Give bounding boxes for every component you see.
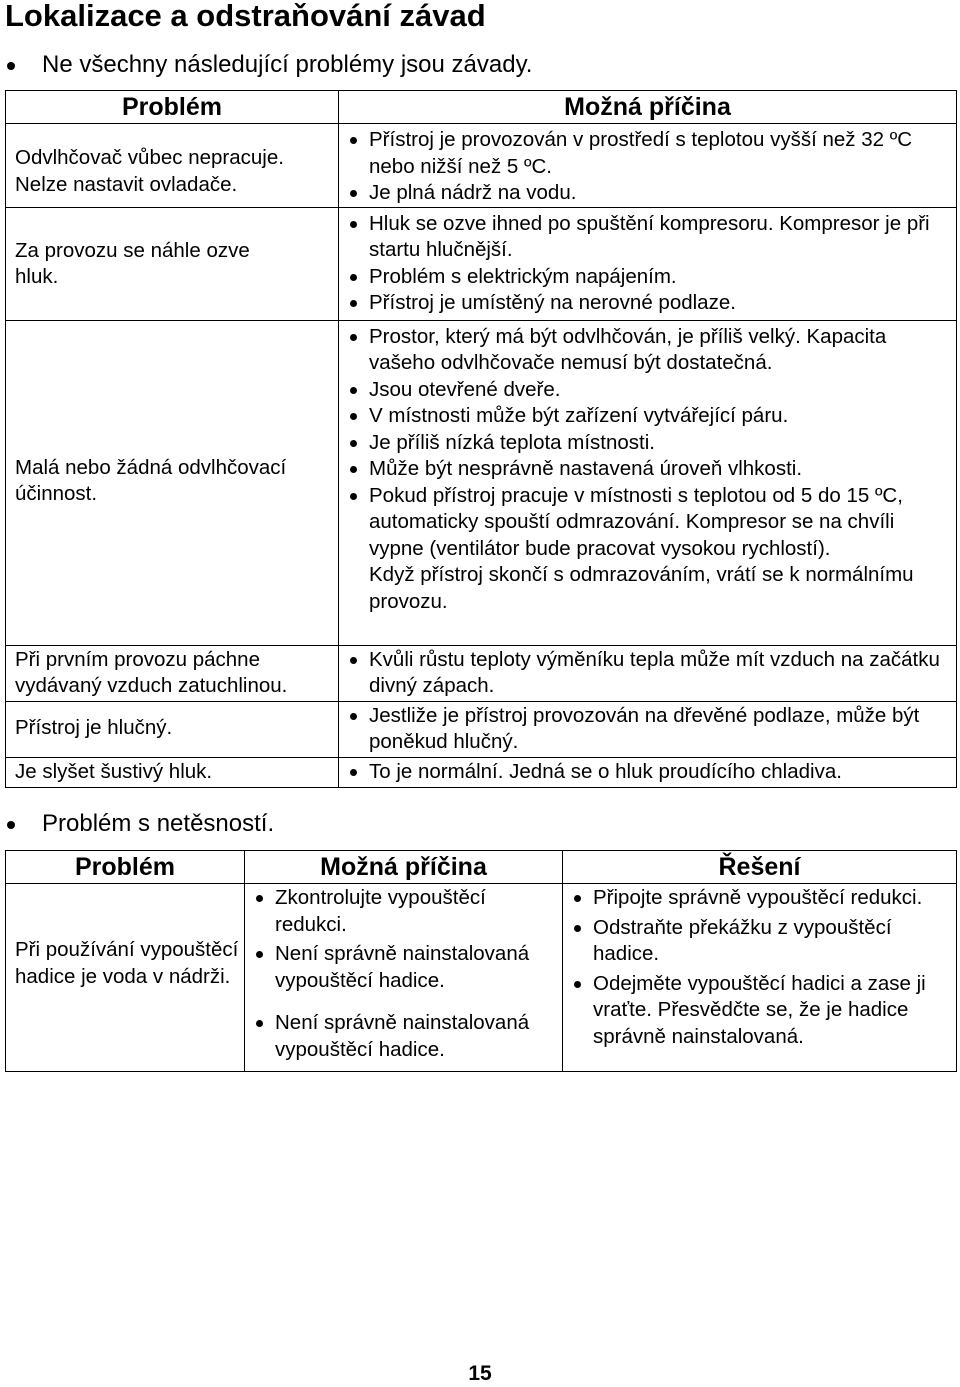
page-title: Lokalizace a odstraňování závad <box>5 0 486 33</box>
intro-bullet-text: Ne všechny následující problémy jsou závady. <box>42 51 533 78</box>
problem-text: Při prvním provozu páchne vydávaný vzduch zatuchlinou. <box>15 647 288 697</box>
cause-item: Je plná nádrž na vodu. <box>339 180 952 207</box>
cause-item: To je normální. Jedná se o hluk proudícího chladiva. <box>339 759 952 786</box>
table-row <box>6 320 957 645</box>
problem-cell <box>6 701 339 757</box>
page-number: 15 <box>468 1362 492 1385</box>
header-cause: Možná příčina <box>339 91 957 124</box>
table-row <box>6 124 957 208</box>
cause-item: Kvůli růstu teploty výměníku tepla může mít vzduch na začátku divný zápach. <box>339 647 952 700</box>
cause-item: Není správně nainstalovaná vypouštěcí hadice. <box>245 941 558 994</box>
cause-item: Přístroj je provozován v prostředí s teplotou vyšší než 32 ºC nebo nižší než 5 ºC. <box>339 127 952 180</box>
header-problem: Problém <box>6 851 245 884</box>
table-row <box>6 757 957 787</box>
header-problem: Problém <box>6 91 339 124</box>
cause-item: Je příliš nízká teplota místnosti. <box>339 430 952 457</box>
cause-cell <box>339 757 957 787</box>
problem-cell <box>6 884 245 1072</box>
header-solution: Řešení <box>563 851 957 884</box>
cause-cell <box>339 701 957 757</box>
problem-cell <box>6 124 339 208</box>
solution-item: Odstraňte překážku z vypouštěcí hadice. <box>563 915 952 968</box>
header-cause: Možná příčina <box>245 851 563 884</box>
cause-item: Hluk se ozve ihned po spuštění kompresoru. Kompresor je při startu hlučnější. <box>339 211 952 264</box>
cause-item: Může být nesprávně nastavená úroveň vlhkosti. <box>339 456 952 483</box>
cause-cell <box>245 884 563 1072</box>
troubleshooting-table <box>5 90 957 788</box>
cause-cell <box>339 645 957 701</box>
problem-text: Odvlhčovač vůbec nepracuje. <box>15 146 284 169</box>
cause-cell <box>339 320 957 645</box>
problem-text: Nelze nastavit ovladače. <box>15 172 238 196</box>
solution-item: Připojte správně vypouštěcí redukci. <box>563 885 952 912</box>
problem-cell <box>6 320 339 645</box>
problem-text: Při používání vypouštěcí hadice je voda v nádrži. <box>15 938 239 988</box>
cause-cell <box>339 124 957 208</box>
cause-item: Přístroj je umístěný na nerovné podlaze. <box>339 290 952 317</box>
cause-item: Když přístroj skončí s odmrazováním, vrátí se k normálnímu provozu. <box>369 563 914 613</box>
solution-cell <box>563 884 957 1072</box>
cause-item: Pokud přístroj pracuje v místnosti s teplotou od 5 do 15 ºC, automaticky spouští odmrazování. Kompresor se na chvíli vypne (ventilátor bude pracovat vysokou rychlostí). <box>339 483 952 563</box>
cause-item: Problém s elektrickým napájením. <box>339 264 952 291</box>
table-row <box>6 645 957 701</box>
problem-text: Přístroj je hlučný. <box>15 715 173 739</box>
bullet-dot <box>7 821 15 829</box>
cause-item: Jestliže je přístroj provozován na dřevěné podlaze, může být poněkud hlučný. <box>339 703 952 756</box>
cause-item: Jsou otevřené dveře. <box>339 377 952 404</box>
cause-cell <box>339 207 957 320</box>
cause-item: V místnosti může být zařízení vytvářející páru. <box>339 403 952 430</box>
table-row <box>6 701 957 757</box>
solution-item: Odejměte vypouštěcí hadici a zase ji vraťte. Přesvědčte se, že je hadice správně nainstalovaná. <box>563 971 952 1051</box>
leak-table <box>5 850 957 1072</box>
table-row <box>6 884 957 1072</box>
cause-item: Není správně nainstalovaná vypouštěcí hadice. <box>245 1010 558 1063</box>
problem-text: Je slyšet šustivý hluk. <box>15 759 213 783</box>
problem-cell <box>6 645 339 701</box>
problem-cell <box>6 757 339 787</box>
table-row <box>6 207 957 320</box>
cause-item: Zkontrolujte vypouštěcí redukci. <box>245 885 558 938</box>
problem-text: Za provozu se náhle ozve hluk. <box>15 238 250 288</box>
problem-text: Malá nebo žádná odvlhčovací účinnost. <box>15 455 287 505</box>
cause-item: Prostor, který má být odvlhčován, je příliš velký. Kapacita vašeho odvlhčovače nemusí být dostatečná. <box>339 324 952 377</box>
leak-bullet-text: Problém s netěsností. <box>42 810 275 837</box>
bullet-dot <box>7 62 15 70</box>
problem-cell <box>6 207 339 320</box>
